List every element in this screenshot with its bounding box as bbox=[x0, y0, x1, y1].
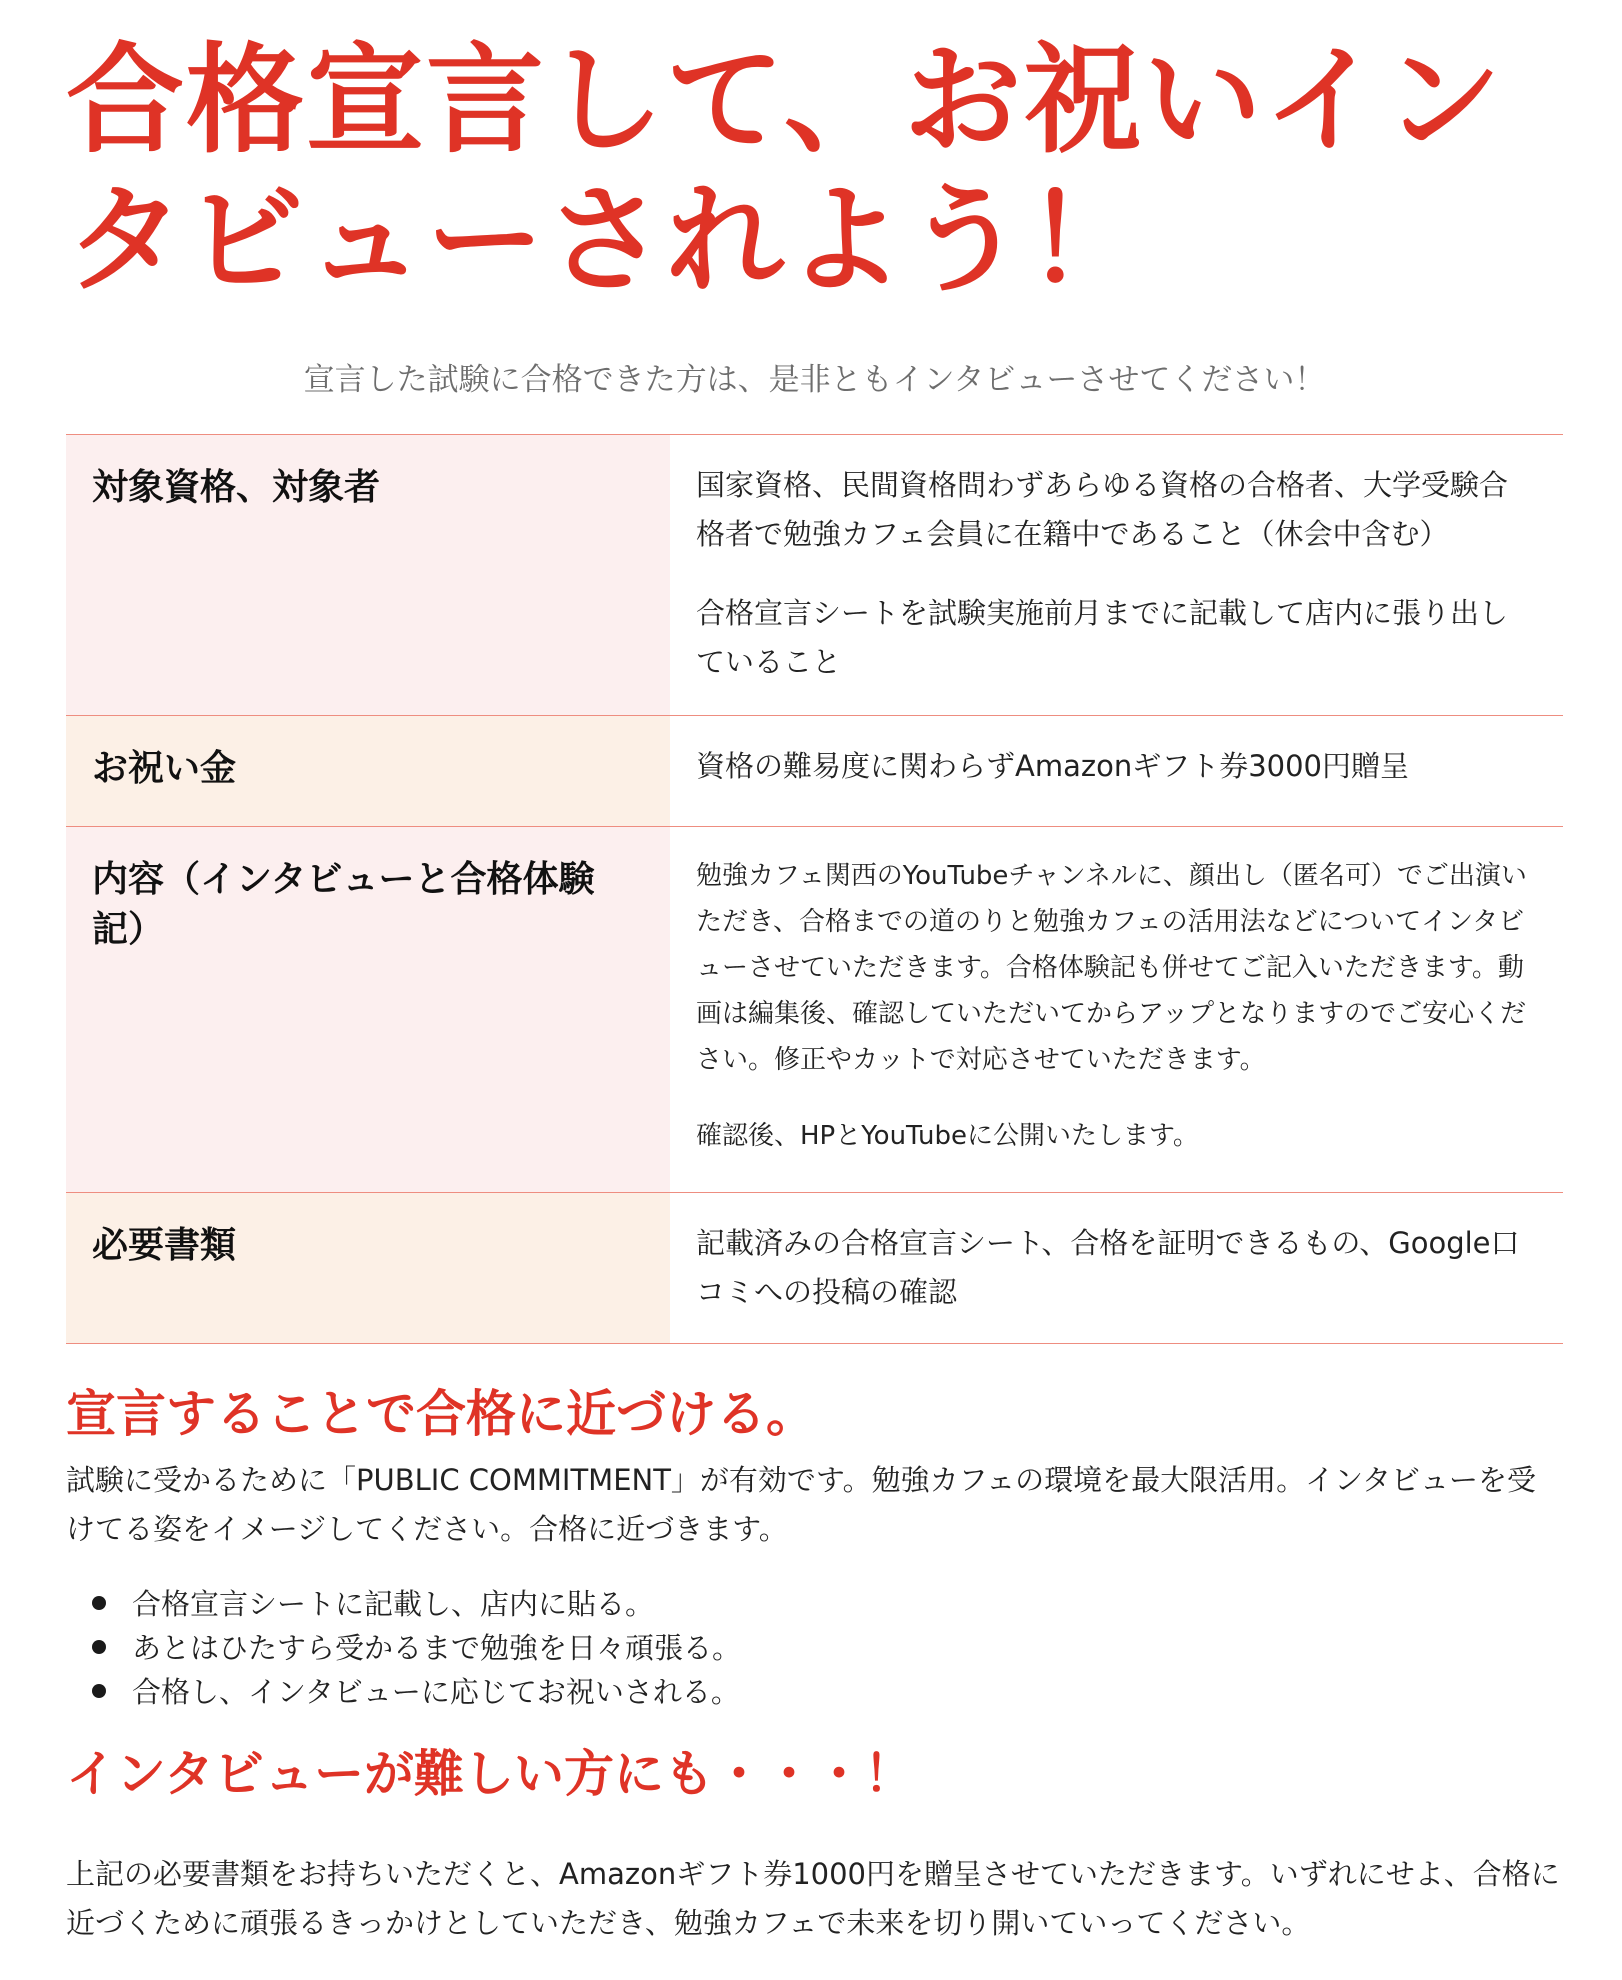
row-label-reward: お祝い金 bbox=[66, 716, 670, 827]
row-label-target: 対象資格、対象者 bbox=[66, 435, 670, 716]
row-value-paragraph: 確認後、HPとYouTubeに公開いたします。 bbox=[696, 1121, 1199, 1151]
row-value-reward bbox=[670, 716, 1563, 827]
steps-list bbox=[66, 1582, 1563, 1714]
row-value-paragraph: 国家資格、民間資格問わずあらゆる資格の合格者、大学受験合格者で勉強カフェ会員に在籍中であること（休会中含む） bbox=[696, 468, 1509, 551]
hero-title-line-1: 合格宣言して、お祝いイン bbox=[66, 31, 1504, 169]
row-value-documents bbox=[670, 1193, 1563, 1344]
row-value-paragraph: 記載済みの合格宣言シート、合格を証明できるもの、Google口コミへの投稿の確認 bbox=[696, 1226, 1520, 1309]
hero-title-line-2: タビューされよう！ bbox=[66, 171, 1147, 309]
table-row-content bbox=[66, 827, 1563, 1193]
page-content bbox=[66, 0, 1563, 1948]
list-item-text: あとはひたすら受かるまで勉強を日々頑張る。 bbox=[132, 1631, 742, 1665]
section-body-commitment: 試験に受かるために「PUBLIC COMMITMENT」が有効です。勉強カフェの環境を最大限活用。インタビューを受けてる姿をイメージしてください。合格に近づきます。 bbox=[66, 1463, 1536, 1546]
section-heading-alternative: インタビューが難しい方にも・・・！ bbox=[66, 1745, 914, 1803]
bullet-dot-icon bbox=[92, 1640, 106, 1654]
row-value-paragraph: 資格の難易度に関わらずAmazonギフト券3000円贈呈 bbox=[696, 749, 1410, 783]
list-item bbox=[66, 1670, 1563, 1714]
bullet-dot-icon bbox=[92, 1596, 106, 1610]
section-body-alternative: 上記の必要書類をお持ちいただくと、Amazonギフト券1000円を贈呈させていただきます。いずれにせよ、合格に近づくために頑張るきっかけとしていただき、勉強カフェで未来を切り開いていってください。 bbox=[66, 1857, 1560, 1940]
list-item bbox=[66, 1582, 1563, 1626]
row-label-documents: 必要書類 bbox=[66, 1193, 670, 1344]
row-value-paragraph: 合格宣言シートを試験実施前月までに記載して店内に張り出していること bbox=[696, 596, 1509, 679]
table-row-target bbox=[66, 435, 1563, 716]
subtitle: 宣言した試験に合格できた方は、是非ともインタビューさせてください！ bbox=[303, 362, 1326, 398]
eligibility-table bbox=[66, 434, 1563, 1344]
table-row-reward bbox=[66, 716, 1563, 827]
list-item-text: 合格し、インタビューに応じてお祝いされる。 bbox=[132, 1675, 740, 1709]
row-value-content bbox=[670, 827, 1563, 1193]
row-value-paragraph: 勉強カフェ関西のYouTubeチャンネルに、顔出し（匿名可）でご出演いただき、合格までの道のりと勉強カフェの活用法などについてインタビューさせていただきます。合格体験記も併せてご記入いただきます。動画は編集後、確認していただいてからアップとなりますのでご安心ください。修正やカットで対応させていただきます。 bbox=[696, 861, 1527, 1075]
list-item-text: 合格宣言シートに記載し、店内に貼る。 bbox=[132, 1587, 655, 1621]
hero-title bbox=[66, 30, 1563, 310]
table-row-documents bbox=[66, 1193, 1563, 1344]
row-value-target bbox=[670, 435, 1563, 716]
row-label-content: 内容（インタビューと合格体験記） bbox=[66, 827, 670, 1193]
bullet-dot-icon bbox=[92, 1684, 106, 1698]
list-item bbox=[66, 1626, 1563, 1670]
section-heading-commitment: 宣言することで合格に近づける。 bbox=[66, 1385, 816, 1443]
